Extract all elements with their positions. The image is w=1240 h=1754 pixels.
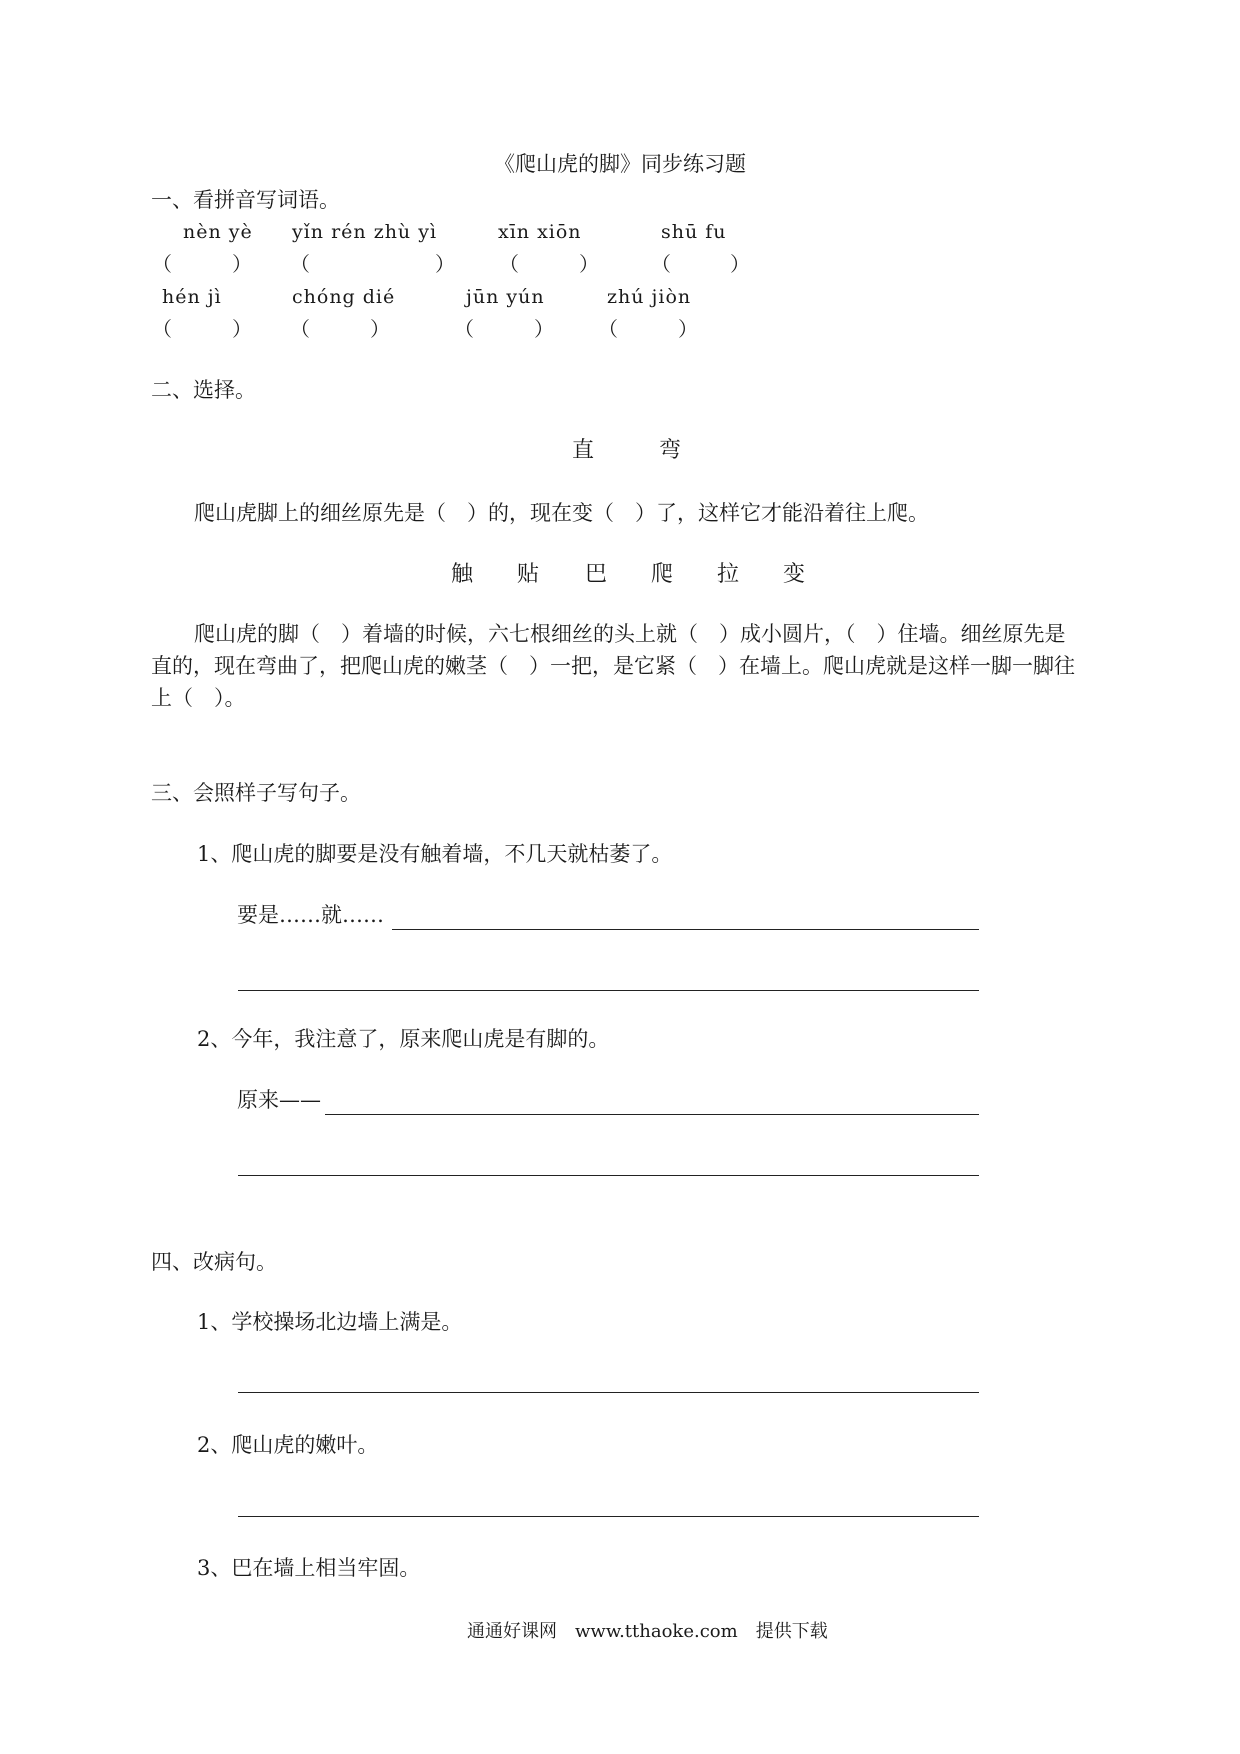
pinyin-item: hén jì <box>162 286 222 308</box>
pinyin-item: xīn xiōn <box>498 221 582 243</box>
choice-word: 弯 <box>659 438 682 463</box>
choice-word: 爬 <box>651 562 674 587</box>
example-sentence: 2、今年，我注意了，原来爬山虎是有脚的。 <box>197 1027 610 1051</box>
choice-word: 直 <box>572 438 595 463</box>
page-footer: 通通好课网 www.tthaoke.com 提供下载 <box>467 1621 828 1642</box>
answer-line[interactable] <box>238 990 979 991</box>
answer-line[interactable] <box>238 1175 979 1176</box>
sentence-prompt: 原来—— <box>237 1088 321 1112</box>
choice-word: 变 <box>783 562 806 587</box>
answer-paren-open: （ <box>651 252 671 276</box>
answer-line[interactable] <box>238 1392 979 1393</box>
fill-in-sentence: 爬山虎脚上的细丝原先是（ ）的，现在变（ ）了，这样它才能沿着往上爬。 <box>194 501 929 525</box>
section-2-heading: 二、选择。 <box>151 378 256 402</box>
pinyin-item: nèn yè <box>183 221 253 243</box>
answer-paren-close: ） <box>370 317 390 341</box>
section-4-heading: 四、改病句。 <box>151 1250 277 1274</box>
section-3-heading: 三、会照样子写句子。 <box>151 781 361 805</box>
answer-paren-open: （ <box>598 317 618 341</box>
answer-paren-close: ） <box>232 317 252 341</box>
choice-word: 触 <box>451 562 474 587</box>
answer-paren-open: （ <box>290 317 310 341</box>
fill-in-paragraph-line: 上（ ）。 <box>151 686 246 710</box>
answer-paren-open: （ <box>152 317 172 341</box>
choice-word: 拉 <box>717 562 740 587</box>
answer-paren-open: （ <box>499 252 519 276</box>
choice-word: 巴 <box>585 562 608 587</box>
answer-line[interactable] <box>238 1516 979 1517</box>
faulty-sentence: 1、学校操场北边墙上满是。 <box>197 1310 463 1334</box>
pinyin-item: yǐn rén zhù yì <box>292 221 438 243</box>
pinyin-item: chóng dié <box>292 286 396 308</box>
answer-paren-close: ） <box>730 252 750 276</box>
answer-paren-close: ） <box>579 252 599 276</box>
answer-line[interactable] <box>325 1114 979 1115</box>
answer-paren-open: （ <box>454 317 474 341</box>
faulty-sentence: 3、巴在墙上相当牢固。 <box>197 1556 421 1580</box>
pinyin-item: jūn yún <box>466 286 545 308</box>
pinyin-item: shū fu <box>661 221 727 243</box>
fill-in-paragraph-line: 直的，现在弯曲了，把爬山虎的嫩茎（ ）一把，是它紧（ ）在墙上。爬山虎就是这样一脚一脚往 <box>151 654 1075 678</box>
answer-line[interactable] <box>392 929 979 930</box>
choice-word: 贴 <box>517 562 540 587</box>
sentence-prompt: 要是……就…… <box>237 903 384 927</box>
answer-paren-open: （ <box>152 252 172 276</box>
page-title: 《爬山虎的脚》同步练习题 <box>494 152 746 176</box>
answer-paren-close: ） <box>534 317 554 341</box>
fill-in-paragraph-line: 爬山虎的脚（ ）着墙的时候，六七根细丝的头上就（ ）成小圆片，（ ）住墙。细丝原先是 <box>194 622 1066 646</box>
faulty-sentence: 2、爬山虎的嫩叶。 <box>197 1433 379 1457</box>
answer-paren-open: （ <box>290 252 310 276</box>
section-1-heading: 一、看拼音写词语。 <box>151 188 340 212</box>
pinyin-item: zhú jiòn <box>607 286 692 308</box>
answer-paren-close: ） <box>678 317 698 341</box>
example-sentence: 1、爬山虎的脚要是没有触着墙，不几天就枯萎了。 <box>197 842 673 866</box>
answer-paren-close: ） <box>232 252 252 276</box>
answer-paren-close: ） <box>435 252 455 276</box>
